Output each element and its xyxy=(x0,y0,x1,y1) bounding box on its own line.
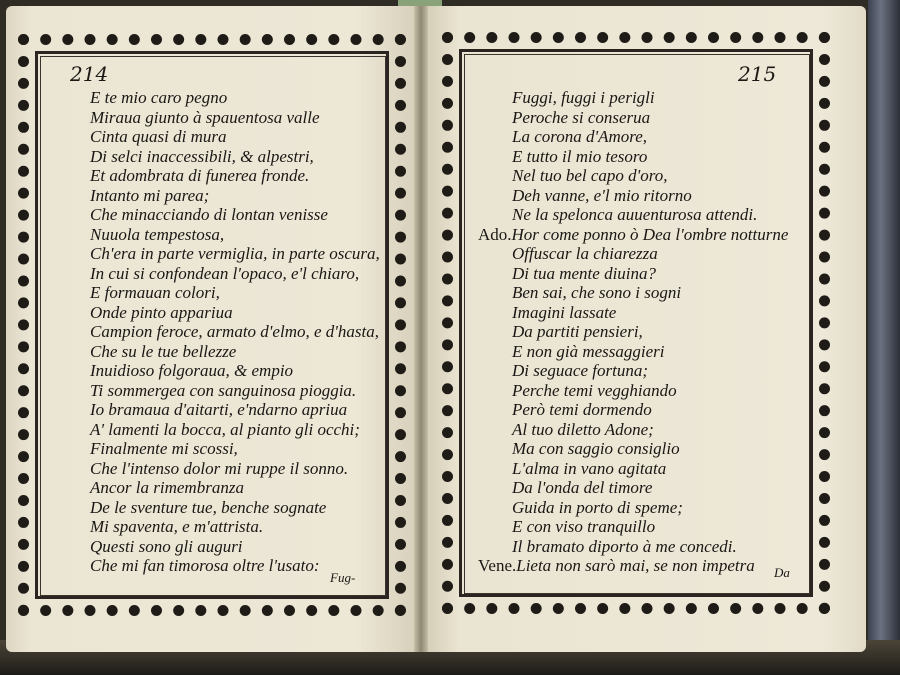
verse-line: Et adombrata di funerea fronde. xyxy=(90,166,310,185)
verse-line xyxy=(478,556,788,576)
verse-line xyxy=(512,361,788,381)
verse-line xyxy=(512,108,788,128)
right-catchword: Da xyxy=(774,565,790,580)
verse-text: Hor come ponno ò Dea l'ombre notturne xyxy=(511,224,789,244)
verse-text: Ben sai, che sono i sogni xyxy=(512,283,682,302)
right-page-number: 215 xyxy=(738,62,777,86)
verse-line: Inuidioso folgoraua, & empio xyxy=(90,361,294,380)
verse-line: Che mi fan timorosa oltre l'usato: xyxy=(90,556,320,575)
verse-line xyxy=(512,127,788,147)
right-verse-lines xyxy=(478,88,789,576)
verse-line: Di selci inaccessibili, & alpestri, xyxy=(90,146,314,166)
verse-text: Però temi dormendo xyxy=(512,400,652,419)
verse-text: L'alma in vano agitata xyxy=(512,458,667,478)
verse-line: Ch'era in parte vermiglia, in parte oscura, xyxy=(90,244,380,263)
verse-line xyxy=(512,303,788,323)
verse-text: Offuscar la chiarezza xyxy=(512,244,658,263)
verse-text: Di tua mente diuina? xyxy=(512,263,657,283)
verse-line: De le sventure tue, benche sognate xyxy=(90,497,327,517)
verse-line: Intanto mi parea; xyxy=(90,185,210,205)
verse-text: Il bramato diporto à me concedi. xyxy=(512,536,737,556)
verse-text: Al tuo diletto Adone; xyxy=(512,419,654,439)
verse-line xyxy=(512,166,788,186)
verse-line: Onde pinto appariua xyxy=(90,302,233,322)
verse-line: Finalmente mi scossi, xyxy=(90,439,238,458)
left-page-number: 214 xyxy=(70,62,109,86)
verse-line xyxy=(512,342,788,362)
speaker-label: Ado. xyxy=(478,224,512,244)
book-gutter xyxy=(414,6,428,652)
verse-text: Ma con saggio consiglio xyxy=(512,439,680,458)
verse-line xyxy=(512,322,788,342)
verse-line: Che l'intenso dolor mi ruppe il sonno. xyxy=(90,458,349,478)
verse-text: Guida in porto di speme; xyxy=(512,497,683,517)
verse-line xyxy=(512,381,788,401)
verse-line: Nuuola tempestosa, xyxy=(90,224,225,244)
verse-text: E non già messaggieri xyxy=(512,341,665,361)
verse-line: E te mio caro pegno xyxy=(90,88,228,107)
verse-text: Ne la spelonca auuenturosa attendi. xyxy=(512,205,758,224)
verse-text: La corona d'Amore, xyxy=(512,127,648,146)
verse-line: Che su le tue bellezze xyxy=(90,341,237,361)
verse-line xyxy=(512,517,788,537)
verse-text: Da l'onda del timore xyxy=(512,478,653,497)
verse-line xyxy=(512,400,788,420)
book-cover-edge xyxy=(868,0,900,675)
speaker-label: Vene. xyxy=(478,556,517,575)
verse-text: Peroche si conserua xyxy=(512,107,651,127)
verse-text: Nel tuo bel capo d'oro, xyxy=(512,166,668,185)
verse-line: Campion feroce, armato d'elmo, e d'hasta, xyxy=(90,322,379,341)
verse-text: Da partiti pensieri, xyxy=(512,322,643,341)
verse-line xyxy=(512,459,788,479)
verse-line xyxy=(512,147,788,167)
verse-line xyxy=(478,225,788,245)
verse-line: Io bramaua d'aitarti, e'ndarno apriua xyxy=(90,400,348,419)
verse-line xyxy=(512,439,788,459)
verse-line: Ti sommergea con sanguinosa pioggia. xyxy=(90,380,357,400)
verse-line xyxy=(512,283,788,303)
verse-line xyxy=(512,186,788,206)
verse-text: Perche temi vegghiando xyxy=(512,380,677,400)
verse-line: Che minacciando di lontan venisse xyxy=(90,205,328,224)
verse-line: Questi sono gli auguri xyxy=(90,536,243,556)
verse-line xyxy=(512,244,788,264)
verse-text: E tutto il mio tesoro xyxy=(512,146,648,166)
verse-text: Lieta non sarò mai, se non impetra xyxy=(516,556,755,575)
verse-line xyxy=(512,88,788,108)
verse-text: Fuggi, fuggi i perigli xyxy=(512,88,655,107)
verse-line: Miraua giunto à spauentosa valle xyxy=(90,107,320,127)
verse-line xyxy=(512,420,788,440)
verse-line: Cinta quasi di mura xyxy=(90,127,227,146)
verse-line xyxy=(512,537,788,557)
verse-line xyxy=(512,478,788,498)
left-verse-lines xyxy=(90,88,380,576)
verse-text: Imagini lassate xyxy=(512,302,617,322)
verse-line: E formauan colori, xyxy=(90,283,220,302)
verse-line xyxy=(512,498,788,518)
verse-text: Deh vanne, e'l mio ritorno xyxy=(512,185,692,205)
verse-line: A' lamenti la bocca, al pianto gli occhi; xyxy=(90,419,360,439)
verse-line xyxy=(512,205,788,225)
left-catchword: Fug- xyxy=(330,570,356,585)
verse-line: In cui si confondean l'opaco, e'l chiaro, xyxy=(90,263,360,283)
verse-line xyxy=(512,264,788,284)
verse-line: Mi spaventa, e m'attrista. xyxy=(90,517,264,536)
verse-line: Ancor la rimembranza xyxy=(90,478,244,497)
verse-text: Di seguace fortuna; xyxy=(512,361,648,380)
verse-text: E con viso tranquillo xyxy=(512,517,656,536)
